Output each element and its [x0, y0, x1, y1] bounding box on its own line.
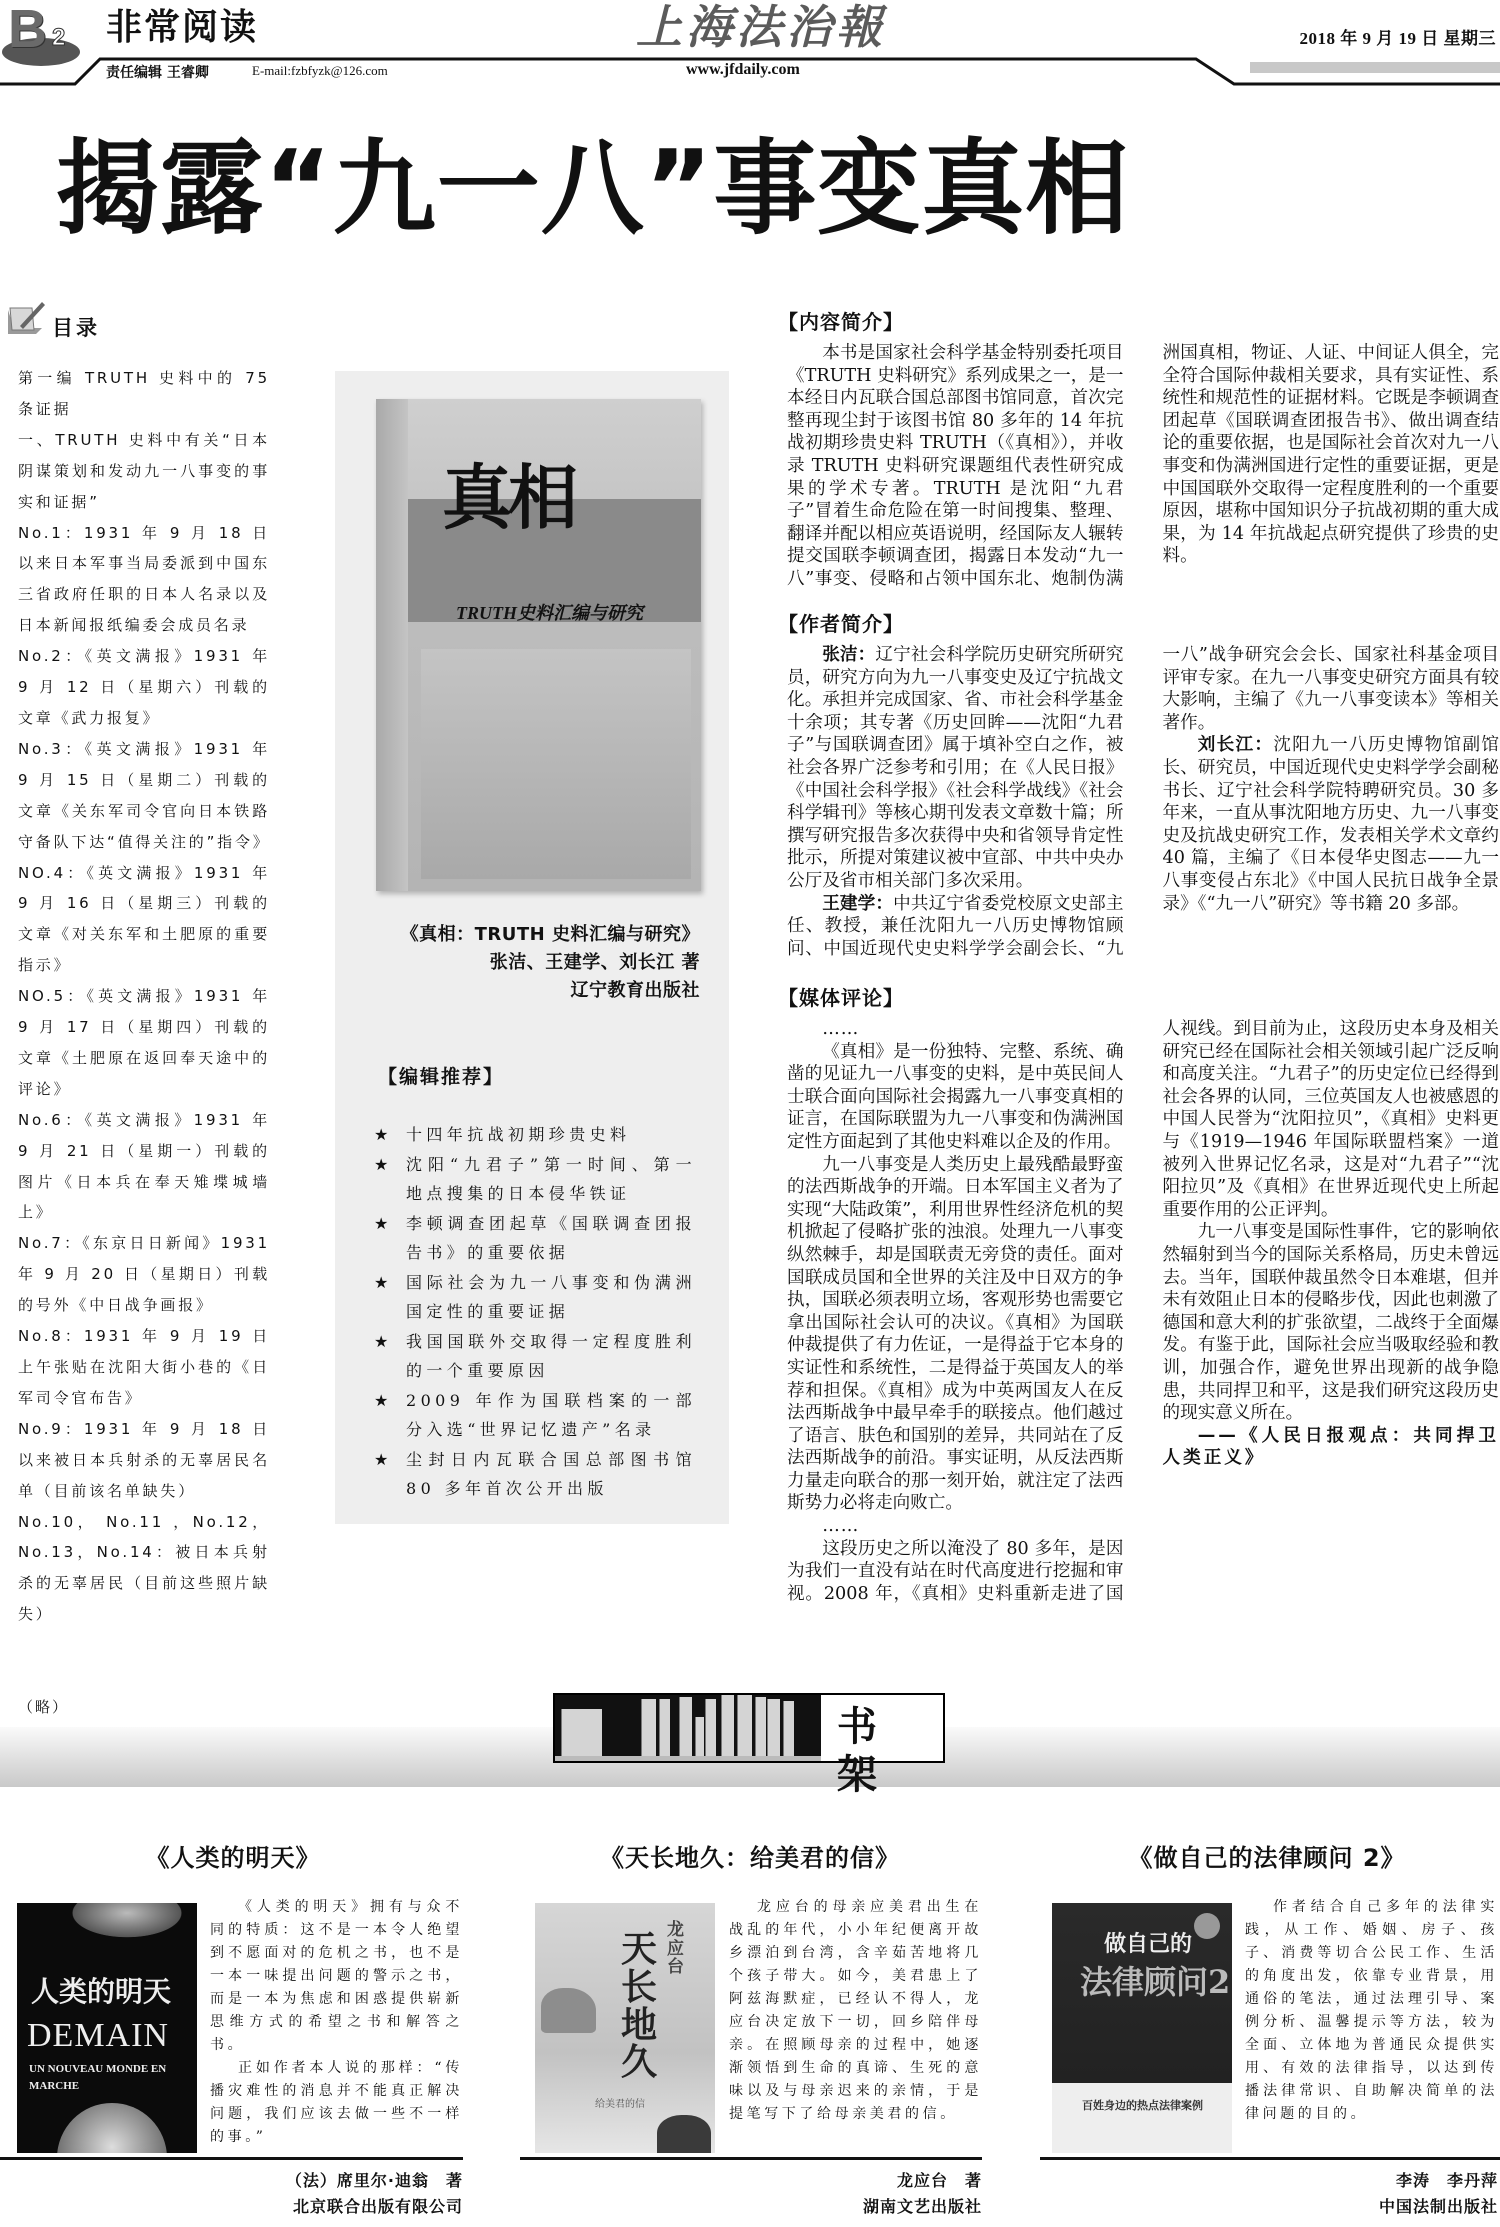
- toc-item: NO.5：《英文满报》1931 年 9 月 17 日（星期四）刊载的文章《土肥原在返回奉天途中的评论》: [18, 987, 270, 1098]
- shelf-book: [561, 1709, 602, 1757]
- page-code-number: 2: [52, 24, 66, 51]
- shelf-book: [705, 1699, 716, 1757]
- book-cover-latin: 龙应台: [667, 1920, 684, 1978]
- shelf-book: [755, 1697, 766, 1757]
- recommend-item-text: 十四年抗战初期珍贵史料: [406, 1125, 631, 1144]
- book-publisher: 湖南文艺出版社: [862, 2197, 982, 2216]
- child-photo: [657, 2115, 711, 2153]
- book-cover-subtitle: 百姓身边的热点法律案例: [1082, 2099, 1203, 2112]
- book-title: 《天长地久：给美君的信》: [600, 1844, 900, 1872]
- ellipsis: ……: [822, 1019, 860, 1039]
- newspaper-masthead: 上海法治報: [636, 0, 886, 54]
- toc-item: No.7：《东京日日新闻》1931 年 9 月 20 日（星期日）刊载的号外《中日战争画报》: [18, 1234, 270, 1315]
- shelf-book: [695, 1717, 704, 1757]
- feature-book-authors: 张洁、王建学、刘长江 著: [489, 952, 700, 973]
- toc-item: No.6：《英文满报》1931 年 9 月 21 日（星期一）刊载的图片《日本兵在奉天雉堞城墙上》: [18, 1110, 270, 1222]
- header-gray-bar: [1250, 62, 1500, 73]
- page-code-letter: B: [8, 0, 47, 59]
- author-bio-text: 沈阳九一八历史博物馆副馆长、研究员，中国近现代史史料学学会副秘书长、辽宁社会科学院特聘研究员。30 多年来，一直从事沈阳地方历史、九一八事变史及抗战史研究工作，发表相关学术文章约 40 篇，主编了《日本侵华史图志——九一八事变侵占东北》《中国人民抗日战争全景录》《“九一八”研究》等书籍 20 多部。: [1162, 735, 1499, 914]
- star-icon: ★: [374, 1390, 389, 1410]
- cover-title: 真相: [442, 456, 574, 539]
- recommend-item-text: 我国国联外交取得一定程度胜利的一个重要原因: [406, 1331, 696, 1380]
- shelf-book: [783, 1701, 794, 1757]
- book-author: （法）席里尔·迪翁 著: [285, 2171, 463, 2190]
- author-bio: [1163, 734, 1500, 915]
- recommend-item-text: 2009 年作为国联档案的一部分入选“世界记忆遗产”名录: [406, 1390, 696, 1439]
- feature-book-publisher: 辽宁教育出版社: [570, 980, 700, 1001]
- shelf-book: [659, 1699, 670, 1757]
- intro-heading: 【内容简介】: [778, 310, 904, 334]
- cover-photo: [421, 649, 691, 879]
- book-divider: [520, 2157, 982, 2160]
- recommend-heading: 【编辑推荐】: [378, 1066, 505, 1088]
- toc-item: 一、TRUTH 史料中有关“日本阴谋策划和发动九一八事变的事实和证据”: [18, 430, 270, 511]
- editor-credit: 责任编辑 王睿卿: [106, 65, 209, 81]
- recommend-list: [374, 1120, 696, 1504]
- bookshelf-label: 书架: [837, 1703, 891, 1798]
- book-divider: [1040, 2157, 1500, 2160]
- cover-spine: [376, 399, 408, 891]
- media-heading: 【媒体评论】: [778, 986, 904, 1010]
- recommend-item-text: 沈阳“九君子”第一时间、第一地点搜集的日本侵华铁证: [406, 1154, 696, 1203]
- toc-item: No.9：1931 年 9 月 18 日以来被日本兵射杀的无辜居民名单（目前该名单缺失）: [18, 1419, 270, 1500]
- star-icon: ★: [374, 1125, 389, 1144]
- toc-item: No.2：《英文满报》1931 年 9 月 12 日（星期六）刊载的文章《武力报复》: [18, 647, 270, 727]
- recommend-item-text: 李顿调查团起草《国联调查团报告书》的重要依据: [406, 1213, 696, 1262]
- feature-book-cover: [376, 399, 701, 891]
- book-cover-subtitle: UN NOUVEAU MONDE EN MARCHE: [29, 2063, 167, 2092]
- media-body: [787, 1018, 1499, 1608]
- recommend-item-text: 国际社会为九一八事变和伪满洲国定性的重要证据: [406, 1272, 696, 1321]
- shelf-base: [555, 1756, 821, 1761]
- book-author: 李涛 李丹萍: [1395, 2171, 1498, 2190]
- recommend-item: [374, 1150, 696, 1209]
- book-title: 《人类的明天》: [145, 1844, 321, 1872]
- toc-heading: 目录: [52, 316, 100, 340]
- media-paragraph: 九一八事变是国际性事件，它的影响依然辐射到当今的国际关系格局，历史未曾远去。当年，国联仲裁虽然令日本难堪，但并未有效阻止日本的侵略步伐，因此也刺激了德国和意大利的扩张欲望，二战终于全面爆发。有鉴于此，国际社会应当吸取经验和教训，加强合作，避免世界出现新的战争隐患，共同捍卫和平，这是我们研究这段历史的现实意义所在。: [1162, 1222, 1499, 1424]
- authors-body: [787, 644, 1499, 962]
- website-url: www.jfdaily.com: [686, 61, 800, 78]
- shelf-book: [679, 1697, 692, 1757]
- recommend-item: [374, 1268, 696, 1327]
- author-name: 张洁：: [822, 645, 876, 665]
- book-cover: [1052, 1903, 1232, 2153]
- recommend-item-text: 尘封日内瓦联合国总部图书馆 80 多年首次公开出版: [406, 1449, 696, 1498]
- book-cover-title: 人类的明天: [31, 1975, 172, 2008]
- shelf-book: [737, 1695, 752, 1757]
- notebook-pencil-icon: [6, 300, 46, 336]
- feature-book-title: 《真相：TRUTH 史料汇编与研究》: [400, 924, 700, 945]
- media-paragraph: 《真相》是一份独特、完整、系统、确凿的见证九一八事变的史料，是中英民间人士联合面向国际社会揭露九一八事变真相的证言，在国际联盟为九一八事变和伪满洲国定性方面起到了其他史料难以企及的作用。: [787, 1041, 1124, 1152]
- recommend-item: [374, 1209, 696, 1268]
- author-name: 刘长江：: [1197, 735, 1274, 756]
- recommend-item: [374, 1386, 696, 1445]
- book-publisher: 北京联合出版有限公司: [292, 2197, 463, 2216]
- book-description: [1245, 1896, 1498, 2126]
- author-name: 王建学：: [822, 893, 894, 914]
- shelf-book: [641, 1699, 656, 1757]
- book-cover-latin: 法律顾问2: [1080, 1963, 1231, 2001]
- book-description: [210, 1896, 463, 2149]
- toc-item: No.1：1931 年 9 月 18 日以来日本军事当局委派到中国东三省政府任职的日本人名录以及日本新闻报纸编委会成员名录: [18, 523, 270, 635]
- author-bio: [787, 644, 1124, 893]
- book-cover-latin: DEMAIN: [27, 2017, 169, 2054]
- toc-omitted-note: （略）: [18, 1698, 70, 1717]
- book-divider: [0, 2157, 463, 2160]
- recommend-item: [374, 1120, 696, 1150]
- media-paragraph: 这段历史之所以淹没了 80 多年，是因为我们一直没有站在时代高度进行挖掘和审视。2008 年，《真相》史料重新走进了国人视线。到目前为止，这段历史本身及相关研究已经在国际社会相关领域引起广泛反响和高度关注。“九君子”的历史定位已经得到社会各界的认同，三位英国友人也被感恩的中国人民誉为“沈阳拉贝”，《真相》史料更与《1919—1946 年国际联盟档案》一道被列入世界记忆名录，这是对“九君子”“沈阳拉贝”及《真相》在世界近现代史上所起重要作用的公正评判。: [787, 1019, 1499, 1604]
- badge-icon: [1194, 1913, 1220, 1939]
- toc-item: No.3：《英文满报》1931 年 9 月 15 日（星期二）刊载的文章《关东军司令官向日本铁路守备队下达“值得关注的”指令》: [18, 739, 271, 851]
- section-name: 非常阅读: [106, 7, 259, 48]
- toc-item: NO.4：《英文满报》1931 年 9 月 16 日（星期三）刊载的文章《对关东军和土肥原的重要指示》: [18, 863, 270, 975]
- book-description-paragraph: 龙应台的母亲应美君出生在战乱的年代，小小年纪便离开故乡漂泊到台湾，含辛茹苦地将几个孩子带大。如今，美君患上了阿兹海默症，已经认不得人，龙应台决定放下一切，回乡陪伴母亲。在照顾母亲的过程中，她逐渐领悟到生命的真谛、生死的意味以及与母亲迟来的亲情，于是提笔写下了给母亲美君的信。: [729, 1899, 982, 2122]
- authors-heading: 【作者简介】: [778, 612, 904, 636]
- book-cover: [17, 1903, 197, 2153]
- shelf-book: [721, 1695, 734, 1757]
- page-title: 揭露“九一八”事变真相: [56, 129, 1130, 249]
- toc-item: 第一编 TRUTH 史料中的 75 条证据: [18, 369, 270, 418]
- bookshelf-banner: [553, 1693, 945, 1798]
- book-cover-subtitle: 给美君的信: [595, 2099, 645, 2110]
- issue-date: 2018 年 9 月 19 日 星期三: [1299, 29, 1496, 48]
- book-description-paragraph: 正如作者本人说的那样：“传播灾难性的消息并不能真正解决问题，我们应该去做一些不一样的事。”: [210, 2060, 463, 2145]
- shelf-book: [767, 1699, 780, 1757]
- star-icon: ★: [374, 1154, 389, 1174]
- earth-illustration: [57, 2103, 167, 2153]
- recommend-item: [374, 1445, 696, 1504]
- book-title: 《做自己的法律顾问 2》: [1128, 1844, 1406, 1872]
- media-paragraph: 九一八事变是人类历史上最残酷最野蛮的法西斯战争的开端。日本军国主义者为了实现“大陆政策”，利用世界性经济危机的契机掀起了侵略扩张的浊浪。处理九一八事变纵然棘手，却是国联责无旁贷的责任。面对国联成员国和全世界的关注及中日双方的争执，国联必须表明立场，客观形势也需要它拿出国际社会认可的决议。《真相》为国联仲裁提供了有力佐证，一是得益于它本身的实证性和系统性，二是得益于英国友人的举荐和担保。《真相》成为中英两国友人在反法西斯战争中最早牵手的联接点。他们越过了语言、肤色和国别的差异，共同站在了反法西斯战争的前沿。事实证明，从反法西斯力量走向联合的那一刻开始，就注定了法西斯势力必将走向败亡。: [787, 1154, 1124, 1514]
- toc-item: No.8：1931 年 9 月 19 日上午张贴在沈阳大街小巷的《日军司令官布告》: [18, 1327, 270, 1407]
- intro-body: [787, 342, 1499, 598]
- cover-subtitle: TRUTH史料汇编与研究: [456, 603, 643, 623]
- intro-paragraph: 本书是国家社会科学基金特别委托项目《TRUTH 史料研究》系列成果之一，是一本经日内瓦联合国总部图书馆同意，首次完整再现尘封于该图书馆 80 多年的 14 年抗战初期珍贵史料 TRUTH（《真相》），并收录 TRUTH 史料研究课题组代表性研究成果的学术专著。TRUTH 是沈阳“九君子”冒着生命危险在第一时间搜集、整理、翻译并配以相应英语说明，经国际友人辗转提交国联李顿调查团，揭露日本发动“九一八”事变、侵略和占领中国东北、炮制伪满洲国真相，物证、人证、中间证人俱全，完全符合国际仲裁相关要求，具有实证性、系统性和规范性的证据材料。它既是李顿调查团起草《国联调查团报告书》、做出调查结论的重要依据，也是国际社会首次对九一八事变和伪满洲国进行定性的重要证据，更是中国国联外交取得一定程度胜利的一个重要原因，堪称中国知识分子抗战初期的重大成果，为 14 年抗战起点研究提供了珍贵的史料。: [787, 343, 1499, 589]
- author-bio-text: 辽宁社会科学院历史研究所研究员，研究方向为九一八事变史及辽宁抗战文化。承担并完成国家、省、市社会科学基金十余项；其专著《历史回眸——沈阳“九君子”与国联调查团》属于填补空白之作，被社会各界广泛参考和引用；在《人民日报》《中国社会科学报》《社会科学战线》《社会科学辑刊》等核心期刊发表文章数十篇；所撰写研究报告多次获得中央和省领导肯定性批示，所提对策建议被中宣部、中共中央办公厅及省市相关部门多次采用。: [787, 645, 1124, 891]
- book-description: [729, 1896, 982, 2126]
- book-description-paragraph: 作者结合自己多年的法律实践，从工作、婚姻、房子、孩子、消费等切合公民工作、生活的角度出发，依靠专业背景，用通俗的笔法，通过法理引导、案例分析、温馨提示等方法，较为全面、立体地为普通民众提供实用、有效的法律指导，以达到传播法律常识、自助解决简单的法律问题的目的。: [1245, 1899, 1498, 2122]
- star-icon: ★: [374, 1213, 389, 1233]
- book-cover: [535, 1903, 715, 2153]
- recommend-item: [374, 1327, 696, 1386]
- table-of-contents: [18, 363, 270, 1723]
- book-description-paragraph: 《人类的明天》拥有与众不同的特质：这不是一本令人绝望到不愿面对的危机之书，也不是一本一味提出问题的警示之书，而是一本为焦虑和困惑提供崭新思维方式的希望之书和解答之书。: [210, 1899, 463, 2053]
- book-cover-title: 天长地久: [621, 1928, 658, 2084]
- book-publisher: 中国法制出版社: [1378, 2197, 1498, 2216]
- media-source: ——《人民日报观点：共同捍卫人类正义》: [1162, 1425, 1499, 1469]
- book-cover-title: 做自己的: [1104, 1932, 1193, 1957]
- toc-item: No.10， No.11 ，No.12，No.13，No.14：被日本兵射杀的无辜居民（目前这些照片缺失）: [18, 1512, 270, 1624]
- star-icon: ★: [374, 1449, 389, 1469]
- star-icon: ★: [374, 1272, 389, 1292]
- book-author: 龙应台 著: [896, 2171, 982, 2190]
- editor-email: E-mail:fzbfyzk@126.com: [252, 63, 388, 78]
- ellipsis: ……: [822, 1516, 860, 1537]
- author-bio-text: 中共辽宁省委党校原文史部主任、教授，兼任沈阳九一八历史博物馆顾问、中国近现代史史料学学会副会长、“九一八”战争研究会会长、国家社科基金项目评审专家。在九一八事变史研究方面具有较大影响，主编了《九一八事变读本》等相关著作。: [787, 645, 1499, 959]
- star-icon: ★: [374, 1331, 389, 1351]
- bookshelf-illustration: [555, 1695, 821, 1761]
- deer-illustration: [541, 1988, 596, 2033]
